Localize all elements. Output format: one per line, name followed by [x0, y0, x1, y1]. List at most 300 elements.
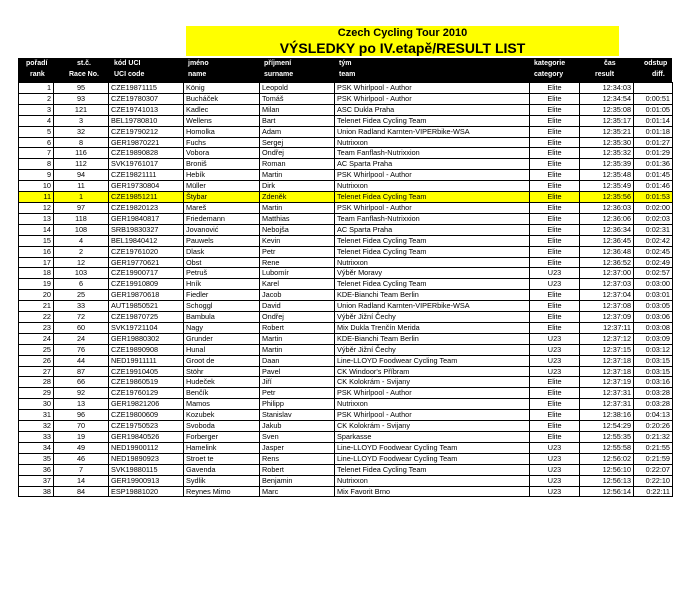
cell-surname: Adam	[260, 126, 335, 137]
cell-rank: 6	[19, 137, 54, 148]
cell-surname: Dirk	[260, 181, 335, 192]
cell-result-time: 12:37:31	[580, 399, 634, 410]
cell-surname: Jiří	[260, 377, 335, 388]
cell-team: Union Radland Karnten-VIPERbike-WSA	[335, 126, 530, 137]
cell-rank: 20	[19, 290, 54, 301]
cell-time-diff: 0:03:15	[634, 355, 673, 366]
cell-time-diff: 0:01:05	[634, 104, 673, 115]
table-row	[19, 115, 673, 126]
cell-surname: Martin	[260, 344, 335, 355]
table-row	[19, 148, 673, 159]
cell-team: CK Kolokrám - Svijany	[335, 377, 530, 388]
cell-result-time: 12:35:56	[580, 192, 634, 203]
cell-category: U23	[530, 344, 580, 355]
cell-first-name: Sydlik	[184, 475, 260, 486]
cell-uci-code: CZE19750523	[109, 421, 184, 432]
cell-category: Elite	[530, 235, 580, 246]
cell-race-no: 94	[54, 170, 109, 181]
cell-uci-code: GER19821206	[109, 399, 184, 410]
cell-category: Elite	[530, 115, 580, 126]
cell-team: Sparkasse	[335, 432, 530, 443]
cell-surname: Bart	[260, 115, 335, 126]
cell-uci-code: CZE19851211	[109, 192, 184, 203]
cell-first-name: Hunal	[184, 344, 260, 355]
cell-category: Elite	[530, 170, 580, 181]
cell-result-time: 12:37:03	[580, 279, 634, 290]
header-result-cz: čas	[604, 60, 616, 67]
cell-race-no: 1	[54, 192, 109, 203]
cell-rank: 29	[19, 388, 54, 399]
cell-race-no: 66	[54, 377, 109, 388]
cell-uci-code: CZE19871115	[109, 83, 184, 94]
cell-team: PSK Whirlpool - Author	[335, 93, 530, 104]
cell-race-no: 11	[54, 181, 109, 192]
cell-uci-code: CZE19821111	[109, 170, 184, 181]
cell-category: Elite	[530, 181, 580, 192]
cell-uci-code: CZE19741013	[109, 104, 184, 115]
cell-rank: 1	[19, 83, 54, 94]
cell-time-diff: 0:22:11	[634, 486, 673, 497]
cell-surname: Zdeněk	[260, 192, 335, 203]
table-row	[19, 181, 673, 192]
table-row	[19, 453, 673, 464]
header-uci-en: UCI code	[114, 71, 145, 78]
table-row	[19, 432, 673, 443]
cell-uci-code: CZE19890908	[109, 344, 184, 355]
cell-surname: Ondřej	[260, 312, 335, 323]
table-row	[19, 344, 673, 355]
cell-rank: 10	[19, 181, 54, 192]
table-row	[19, 410, 673, 421]
cell-category: Elite	[530, 301, 580, 312]
cell-race-no: 95	[54, 83, 109, 94]
cell-time-diff: 0:03:05	[634, 301, 673, 312]
cell-first-name: Bambula	[184, 312, 260, 323]
cell-result-time: 12:37:08	[580, 301, 634, 312]
cell-team: Union Radland Karnten-VIPERbike-WSA	[335, 301, 530, 312]
cell-rank: 37	[19, 475, 54, 486]
cell-race-no: 46	[54, 453, 109, 464]
cell-category: U23	[530, 279, 580, 290]
cell-category: U23	[530, 355, 580, 366]
cell-category: Elite	[530, 377, 580, 388]
cell-time-diff: 0:21:59	[634, 453, 673, 464]
table-row	[19, 246, 673, 257]
cell-team: Nutrixxon	[335, 475, 530, 486]
cell-surname: Pavel	[260, 366, 335, 377]
cell-first-name: Homolka	[184, 126, 260, 137]
cell-category: Elite	[530, 192, 580, 203]
cell-time-diff: 0:03:01	[634, 290, 673, 301]
header-diff-cz: odstup	[644, 60, 668, 67]
cell-team: Výběr Jižní Čechy	[335, 312, 530, 323]
table-row	[19, 312, 673, 323]
cell-first-name: Fuchs	[184, 137, 260, 148]
cell-first-name: Kozubek	[184, 410, 260, 421]
cell-time-diff: 0:22:07	[634, 464, 673, 475]
result-list-title: VÝSLEDKY po IV.etapě/RESULT LIST	[279, 40, 526, 56]
table-row	[19, 235, 673, 246]
cell-surname: Matthias	[260, 213, 335, 224]
cell-category: U23	[530, 366, 580, 377]
cell-time-diff: 0:03:00	[634, 279, 673, 290]
table-row	[19, 202, 673, 213]
cell-race-no: 96	[54, 410, 109, 421]
cell-time-diff: 0:03:09	[634, 333, 673, 344]
cell-first-name: Štybar	[184, 192, 260, 203]
cell-result-time: 12:36:06	[580, 213, 634, 224]
table-row	[19, 442, 673, 453]
cell-category: Elite	[530, 104, 580, 115]
cell-team: PSK Whirlpool - Author	[335, 83, 530, 94]
cell-surname: Petr	[260, 388, 335, 399]
cell-first-name: Mamos	[184, 399, 260, 410]
results-body	[19, 83, 673, 497]
header-raceno-cz: st.č.	[77, 60, 92, 67]
cell-rank: 34	[19, 442, 54, 453]
cell-team: AC Sparta Praha	[335, 224, 530, 235]
cell-uci-code: AUT19850521	[109, 301, 184, 312]
cell-surname: Milan	[260, 104, 335, 115]
cell-race-no: 12	[54, 257, 109, 268]
cell-surname: Stanislav	[260, 410, 335, 421]
cell-race-no: 87	[54, 366, 109, 377]
cell-team: Telenet Fidea Cycling Team	[335, 279, 530, 290]
cell-uci-code: SVK19761017	[109, 159, 184, 170]
cell-first-name: Müller	[184, 181, 260, 192]
cell-surname: Benjamin	[260, 475, 335, 486]
cell-race-no: 7	[54, 464, 109, 475]
table-row	[19, 421, 673, 432]
cell-rank: 7	[19, 148, 54, 159]
cell-uci-code: CZE19800609	[109, 410, 184, 421]
cell-team: KDE-Bianchi Team Berlin	[335, 290, 530, 301]
cell-rank: 12	[19, 202, 54, 213]
table-row	[19, 333, 673, 344]
cell-rank: 5	[19, 126, 54, 137]
cell-result-time: 12:37:18	[580, 355, 634, 366]
cell-surname: Sergej	[260, 137, 335, 148]
cell-surname: Marc	[260, 486, 335, 497]
cell-surname: Rens	[260, 453, 335, 464]
cell-time-diff: 0:21:32	[634, 432, 673, 443]
cell-surname: Roman	[260, 159, 335, 170]
cell-first-name: Jovanović	[184, 224, 260, 235]
cell-race-no: 112	[54, 159, 109, 170]
table-row	[19, 399, 673, 410]
header-category-cz: kategorie	[534, 60, 566, 67]
cell-time-diff: 0:02:45	[634, 246, 673, 257]
cell-race-no: 60	[54, 322, 109, 333]
cell-team: Telenet Fidea Cycling Team	[335, 246, 530, 257]
table-row	[19, 486, 673, 497]
cell-first-name: Hudeček	[184, 377, 260, 388]
cell-category: Elite	[530, 126, 580, 137]
header-rank-en: rank	[30, 71, 45, 78]
cell-uci-code: GER19840526	[109, 432, 184, 443]
cell-uci-code: SRB19830327	[109, 224, 184, 235]
cell-first-name: Hamelink	[184, 442, 260, 453]
cell-team: CK Kolokrám - Svijany	[335, 421, 530, 432]
cell-race-no: 116	[54, 148, 109, 159]
cell-race-no: 6	[54, 279, 109, 290]
title-banner	[186, 26, 619, 56]
cell-race-no: 33	[54, 301, 109, 312]
cell-time-diff: 0:01:18	[634, 126, 673, 137]
header-category-en: category	[534, 71, 564, 78]
header-team-en: team	[339, 71, 356, 78]
cell-rank: 28	[19, 377, 54, 388]
cell-race-no: 14	[54, 475, 109, 486]
cell-uci-code: NED19890923	[109, 453, 184, 464]
table-row	[19, 377, 673, 388]
cell-result-time: 12:37:18	[580, 366, 634, 377]
table-row	[19, 159, 673, 170]
cell-first-name: Bucháček	[184, 93, 260, 104]
cell-category: Elite	[530, 322, 580, 333]
cell-surname: Ondřej	[260, 148, 335, 159]
table-row	[19, 290, 673, 301]
cell-team: Nutrixxon	[335, 137, 530, 148]
table-row	[19, 224, 673, 235]
cell-race-no: 2	[54, 246, 109, 257]
cell-team: PSK Whirlpool - Author	[335, 388, 530, 399]
cell-surname: Martin	[260, 202, 335, 213]
cell-team: Nutrixxon	[335, 399, 530, 410]
cell-uci-code: CZE19900717	[109, 268, 184, 279]
cell-team: PSK Whirlpool - Author	[335, 202, 530, 213]
cell-result-time: 12:36:48	[580, 246, 634, 257]
cell-race-no: 118	[54, 213, 109, 224]
cell-team: Line-LLOYD Foodwear Cycling Team	[335, 442, 530, 453]
cell-uci-code: GER19880302	[109, 333, 184, 344]
cell-team: Výběr Jižní Čechy	[335, 344, 530, 355]
table-row	[19, 322, 673, 333]
cell-result-time: 12:36:45	[580, 235, 634, 246]
cell-rank: 2	[19, 93, 54, 104]
cell-uci-code: CZE19820123	[109, 202, 184, 213]
cell-time-diff: 0:01:46	[634, 181, 673, 192]
cell-rank: 36	[19, 464, 54, 475]
cell-rank: 9	[19, 170, 54, 181]
cell-category: Elite	[530, 137, 580, 148]
cell-result-time: 12:56:02	[580, 453, 634, 464]
cell-surname: Petr	[260, 246, 335, 257]
cell-race-no: 92	[54, 388, 109, 399]
cell-time-diff: 0:02:03	[634, 213, 673, 224]
cell-time-diff: 0:20:26	[634, 421, 673, 432]
cell-result-time: 12:35:39	[580, 159, 634, 170]
cell-result-time: 12:36:52	[580, 257, 634, 268]
cell-category: Elite	[530, 410, 580, 421]
cell-first-name: Vobora	[184, 148, 260, 159]
table-row	[19, 192, 673, 203]
cell-result-time: 12:38:16	[580, 410, 634, 421]
cell-uci-code: GER19840817	[109, 213, 184, 224]
cell-first-name: Wellens	[184, 115, 260, 126]
cell-surname: Leopold	[260, 83, 335, 94]
cell-category: Elite	[530, 202, 580, 213]
cell-race-no: 13	[54, 399, 109, 410]
cell-result-time: 12:55:58	[580, 442, 634, 453]
cell-rank: 25	[19, 344, 54, 355]
cell-team: PSK Whirlpool - Author	[335, 410, 530, 421]
cell-surname: Martin	[260, 170, 335, 181]
cell-rank: 26	[19, 355, 54, 366]
cell-rank: 16	[19, 246, 54, 257]
cell-time-diff: 0:04:13	[634, 410, 673, 421]
cell-time-diff: 0:02:00	[634, 202, 673, 213]
cell-time-diff: 0:01:45	[634, 170, 673, 181]
cell-rank: 3	[19, 104, 54, 115]
table-row	[19, 257, 673, 268]
cell-category: Elite	[530, 93, 580, 104]
cell-category: U23	[530, 464, 580, 475]
cell-result-time: 12:36:34	[580, 224, 634, 235]
cell-rank: 14	[19, 224, 54, 235]
cell-uci-code: GER19900913	[109, 475, 184, 486]
cell-first-name: Stroet te	[184, 453, 260, 464]
cell-uci-code: CZE19860519	[109, 377, 184, 388]
cell-uci-code: NED19911111	[109, 355, 184, 366]
cell-uci-code: ESP19881020	[109, 486, 184, 497]
header-name-en: name	[188, 71, 207, 78]
cell-uci-code: GER19770621	[109, 257, 184, 268]
cell-category: Elite	[530, 257, 580, 268]
cell-result-time: 12:37:19	[580, 377, 634, 388]
cell-time-diff: 0:03:28	[634, 388, 673, 399]
cell-time-diff: 0:01:29	[634, 148, 673, 159]
cell-rank: 11	[19, 192, 54, 203]
cell-team: Mix Dukla Trenčín Merida	[335, 322, 530, 333]
table-row	[19, 268, 673, 279]
cell-team: PSK Whirlpool - Author	[335, 170, 530, 181]
cell-first-name: Petruš	[184, 268, 260, 279]
cell-category: Elite	[530, 148, 580, 159]
cell-race-no: 49	[54, 442, 109, 453]
cell-surname: Karel	[260, 279, 335, 290]
cell-uci-code: CZE19890828	[109, 148, 184, 159]
cell-surname: Robert	[260, 322, 335, 333]
cell-category: U23	[530, 333, 580, 344]
cell-race-no: 84	[54, 486, 109, 497]
cell-team: Výběr Moravy	[335, 268, 530, 279]
cell-first-name: Kadlec	[184, 104, 260, 115]
cell-team: ASC Dukla Praha	[335, 104, 530, 115]
cell-surname: Kevin	[260, 235, 335, 246]
header-result-en: result	[595, 71, 615, 78]
cell-time-diff: 0:21:55	[634, 442, 673, 453]
cell-time-diff: 0:02:42	[634, 235, 673, 246]
cell-team: AC Sparta Praha	[335, 159, 530, 170]
cell-race-no: 19	[54, 432, 109, 443]
cell-surname: Jacob	[260, 290, 335, 301]
header-raceno-en: Race No.	[69, 71, 99, 78]
cell-team: CK Windoor's Příbram	[335, 366, 530, 377]
cell-race-no: 97	[54, 202, 109, 213]
cell-category: Elite	[530, 213, 580, 224]
cell-team: Mix Favorit Brno	[335, 486, 530, 497]
cell-result-time: 12:56:10	[580, 464, 634, 475]
cell-surname: Jakub	[260, 421, 335, 432]
cell-first-name: Hník	[184, 279, 260, 290]
cell-result-time: 12:37:04	[580, 290, 634, 301]
cell-rank: 38	[19, 486, 54, 497]
event-title: Czech Cycling Tour 2010	[337, 27, 468, 39]
cell-category: U23	[530, 475, 580, 486]
cell-category: U23	[530, 453, 580, 464]
cell-race-no: 32	[54, 126, 109, 137]
cell-rank: 4	[19, 115, 54, 126]
cell-surname: Rene	[260, 257, 335, 268]
cell-uci-code: CZE19910809	[109, 279, 184, 290]
cell-uci-code: CZE19780307	[109, 93, 184, 104]
cell-rank: 22	[19, 312, 54, 323]
cell-rank: 13	[19, 213, 54, 224]
cell-uci-code: SVK19880115	[109, 464, 184, 475]
cell-rank: 27	[19, 366, 54, 377]
cell-team: KDE-Bianchi Team Berlin	[335, 333, 530, 344]
cell-result-time: 12:35:21	[580, 126, 634, 137]
column-header	[18, 58, 672, 82]
header-team-cz: tým	[339, 60, 352, 67]
cell-surname: David	[260, 301, 335, 312]
cell-first-name: Fiedler	[184, 290, 260, 301]
table-row	[19, 475, 673, 486]
cell-rank: 31	[19, 410, 54, 421]
cell-rank: 17	[19, 257, 54, 268]
cell-time-diff: 0:01:14	[634, 115, 673, 126]
cell-time-diff	[634, 83, 673, 94]
cell-category: Elite	[530, 159, 580, 170]
table-row	[19, 104, 673, 115]
cell-time-diff: 0:02:31	[634, 224, 673, 235]
cell-surname: Robert	[260, 464, 335, 475]
cell-time-diff: 0:03:08	[634, 322, 673, 333]
cell-first-name: Gavenda	[184, 464, 260, 475]
cell-first-name: Pauwels	[184, 235, 260, 246]
cell-uci-code: SVK19721104	[109, 322, 184, 333]
cell-result-time: 12:54:29	[580, 421, 634, 432]
header-rank-cz: pořadí	[26, 60, 48, 67]
cell-uci-code: BEL19780810	[109, 115, 184, 126]
cell-category: Elite	[530, 432, 580, 443]
header-name-cz: jméno	[188, 60, 209, 67]
cell-race-no: 72	[54, 312, 109, 323]
cell-result-time: 12:35:49	[580, 181, 634, 192]
results-table	[18, 82, 673, 497]
cell-first-name: Svoboda	[184, 421, 260, 432]
header-surname-cz: příjmení	[264, 60, 292, 67]
cell-uci-code: CZE19790212	[109, 126, 184, 137]
cell-team: Line-LLOYD Foodwear Cycling Team	[335, 453, 530, 464]
cell-first-name: Dlask	[184, 246, 260, 257]
table-row	[19, 355, 673, 366]
cell-rank: 18	[19, 268, 54, 279]
cell-rank: 32	[19, 421, 54, 432]
cell-rank: 19	[19, 279, 54, 290]
table-row	[19, 93, 673, 104]
cell-uci-code: GER19870618	[109, 290, 184, 301]
cell-result-time: 12:37:11	[580, 322, 634, 333]
table-row	[19, 388, 673, 399]
cell-time-diff: 0:22:10	[634, 475, 673, 486]
cell-first-name: Nagy	[184, 322, 260, 333]
header-surname-en: surname	[264, 71, 294, 78]
cell-surname: Lubomír	[260, 268, 335, 279]
cell-result-time: 12:35:48	[580, 170, 634, 181]
cell-first-name: Benčík	[184, 388, 260, 399]
